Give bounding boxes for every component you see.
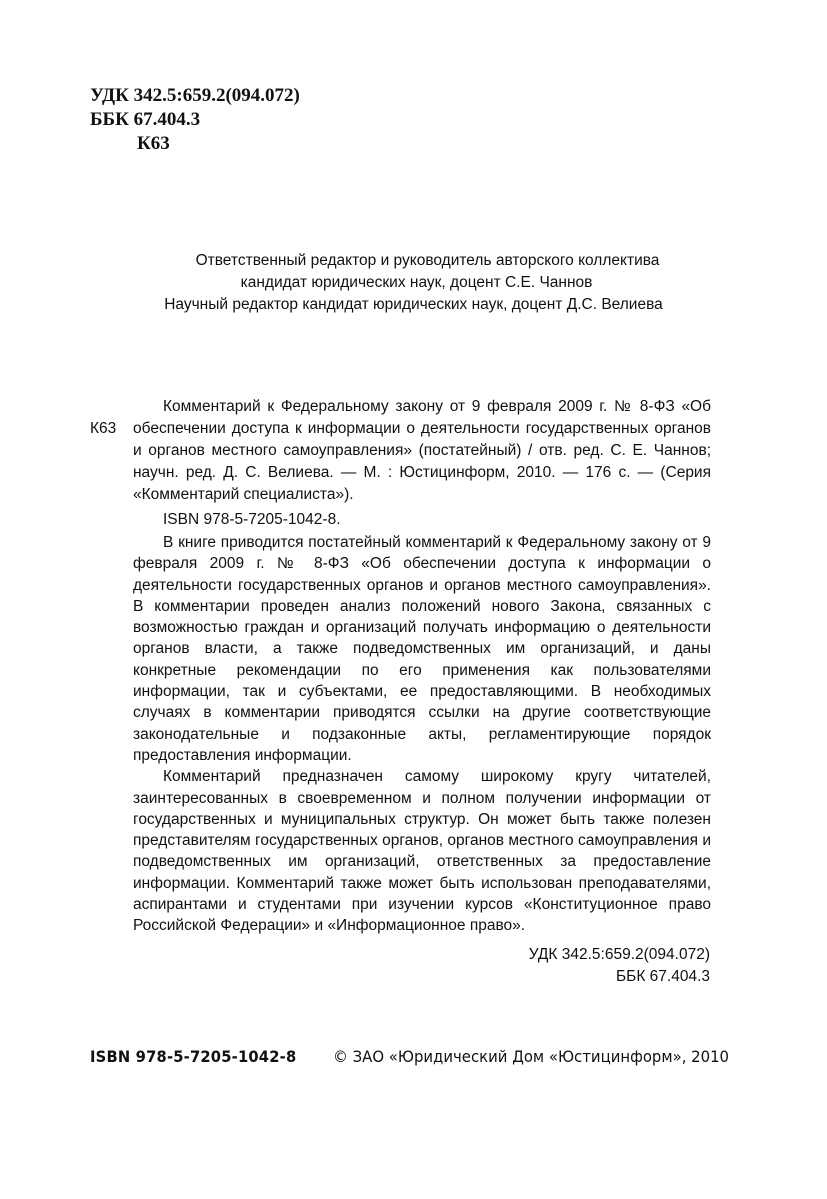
copyright-notice: © ЗАО «Юридический Дом «Юстицинформ», 2010 (333, 1047, 730, 1066)
editor-line-3: Научный редактор кандидат юридических наук, доцент Д.С. Велиева (164, 296, 663, 313)
catalog-isbn: ISBN 978-5-7205-1042-8. (163, 511, 341, 528)
classification-header (90, 84, 300, 156)
editor-line-1: Ответственный редактор и руководитель авторского коллектива (195, 252, 660, 269)
bibliographic-text: Комментарий к Федеральному закону от 9 февраля 2009 г. № 8-ФЗ «Об обеспечении доступа к информации о деятельности государственных органов и органов местного самоуправления» (постатейный) / отв. ред. С. Е. Чаннов; научн. ред. Д. С. Велиева. — М. : Юстицинформ, 2010. — 176 с. — (Серия «Комментарий специалиста»). (133, 398, 711, 503)
footer-isbn: ISBN 978-5-7205-1042-8 (90, 1047, 297, 1066)
author-code: К63 (137, 133, 170, 154)
editors-block (0, 250, 827, 316)
catalog-author-code: К63 (90, 420, 117, 437)
classification-codes-right (529, 944, 710, 988)
abstract-paragraph-1: В книге приводится постатейный комментарий к Федеральному закону от 9 февраля 2009 г. № 8-ФЗ «Об обеспечении доступа к информации о деятельности государственных органов и органов местного самоуправления». В комментарии проведен анализ положений нового Закона, связанных с возможностью граждан и организаций получать информацию о деятельности органов власти, а также подведомственных им организаций, и даны конкретные рекомендации по его применения как пользователями информации, так и субъектами, ее предоставляющими. В необходимых случаях в комментарии приводятся ссылки на другие соответствующие законодательные и подзаконные акты, регламентирующие порядок предоставления информации. (133, 534, 711, 764)
udk-code-right: УДК 342.5:659.2(094.072) (528, 946, 710, 963)
abstract-paragraph-2: Комментарий предназначен самому широкому кругу читателей, заинтересованных в своевременном и полном получении информации от государственных и муниципальных структур. Он может быть также полезен представителям государственных органов, органов местного самоуправления и подведомственных им организаций, ответственных за предоставление информации. Комментарий также может быть использован преподавателями, аспирантами и студентами при изучении курсов «Конституционное право Российской Федерации» и «Информационное право». (133, 768, 711, 935)
udk-code: УДК 342.5:659.2(094.072) (90, 85, 300, 106)
editor-line-2: кандидат юридических наук, доцент С.Е. Чаннов (240, 274, 593, 291)
bbk-code-right: ББК 67.404.3 (615, 968, 710, 985)
bbk-code: ББК 67.404.3 (90, 109, 201, 130)
bibliographic-description (133, 396, 711, 506)
abstract (133, 532, 711, 937)
